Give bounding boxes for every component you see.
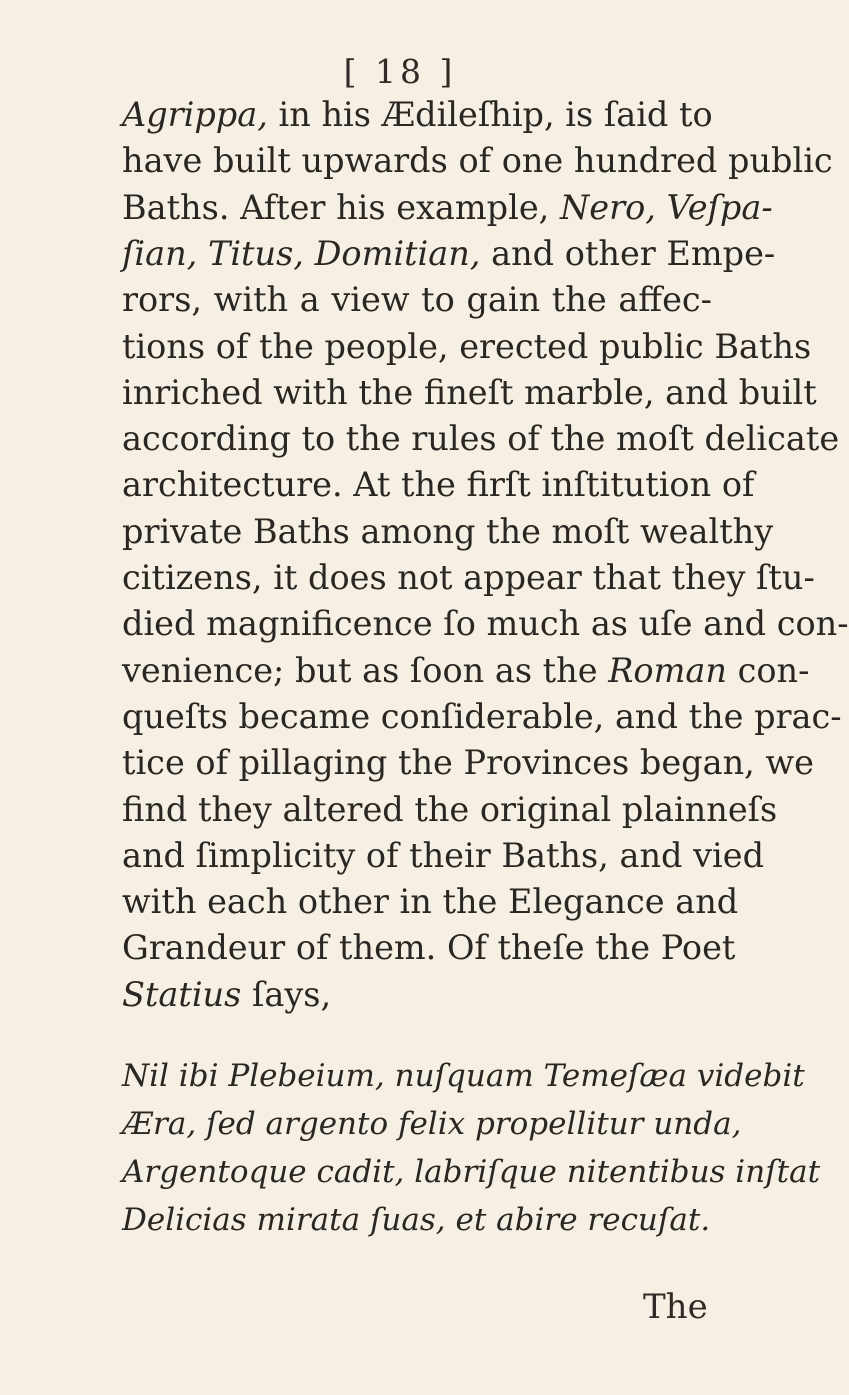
text-run: ſays, (241, 974, 332, 1014)
verse-line: Argentoque cadit, labriſque nitentibus inſtat (122, 1154, 821, 1190)
italic-word: Roman (608, 650, 727, 690)
text-run: tice of pillaging the Provinces began, we (122, 743, 814, 783)
text-run: inriched with the fineſt marble, and built (122, 372, 817, 412)
text-run: according to the rules of the moſt delicate (122, 419, 840, 459)
italic-word: Agrippa, (122, 95, 268, 134)
text-line (122, 511, 774, 551)
text-line (122, 141, 833, 181)
text-run: citizens, it does not appear that they ſtu- (122, 558, 815, 597)
text-run: with each other in the Elegance and (122, 882, 739, 922)
text-run (304, 234, 315, 273)
text-line (122, 187, 773, 227)
text-line (122, 558, 815, 597)
text-run: private Baths among the moſt wealthy (122, 511, 774, 551)
text-line (122, 465, 755, 505)
text-line (122, 233, 776, 273)
italic-word: ſian, (122, 233, 198, 273)
text-run: queſts became conſiderable, and the prac- (122, 696, 842, 736)
text-run: architecture. At the firſt inſtitution of (122, 465, 755, 505)
text-line (122, 326, 812, 366)
text-line (122, 604, 849, 644)
text-run (197, 234, 208, 273)
italic-word: Domitian, (314, 233, 481, 273)
catchword: The (643, 1287, 708, 1327)
text-line (122, 372, 817, 412)
text-run: Grandeur of them. Of theſe the Poet (122, 928, 736, 968)
text-run: rors, with a view to gain the affec- (122, 280, 712, 320)
text-run: died magnificence ſo much as uſe and con- (122, 604, 849, 644)
text-line (122, 928, 736, 968)
verse-line: Delicias mirata ſuas, et abire recuſat. (122, 1202, 711, 1238)
text-run: and ſimplicity of their Baths, and vied (122, 835, 765, 875)
italic-word: Veſpa- (666, 187, 773, 227)
text-line (122, 743, 814, 783)
text-line (122, 650, 810, 690)
text-line (122, 696, 842, 736)
italic-word: Titus, (207, 233, 304, 273)
italic-word: Nero, (559, 187, 656, 227)
text-run: venience; but as ſoon as the (122, 650, 609, 690)
text-run: find they altered the original plainneſs (122, 789, 778, 829)
text-line (122, 789, 778, 829)
text-run: and other Empe- (480, 233, 776, 273)
text-line (122, 974, 712, 1014)
text-line (122, 419, 840, 459)
text-run (656, 188, 667, 227)
text-run: tions of the people, erected public Baths (122, 326, 812, 366)
verse-line: Nil ibi Plebeium, nuſquam Temeſæa videbit (122, 1058, 805, 1094)
page-number: [ 18 ] (343, 52, 457, 91)
italic-word: Statius (122, 974, 242, 1014)
text-line (122, 280, 712, 320)
text-line (122, 95, 713, 134)
text-run: in his Ædileſhip, is ſaid to (267, 95, 713, 134)
text-line (122, 835, 765, 875)
text-run: have built upwards of one hundred public (122, 141, 833, 181)
text-run: Baths. After his example, (122, 187, 560, 227)
verse-line: Æra, ſed argento felix propellitur unda, (122, 1106, 742, 1142)
text-run: con- (726, 650, 810, 690)
text-line (122, 882, 739, 922)
